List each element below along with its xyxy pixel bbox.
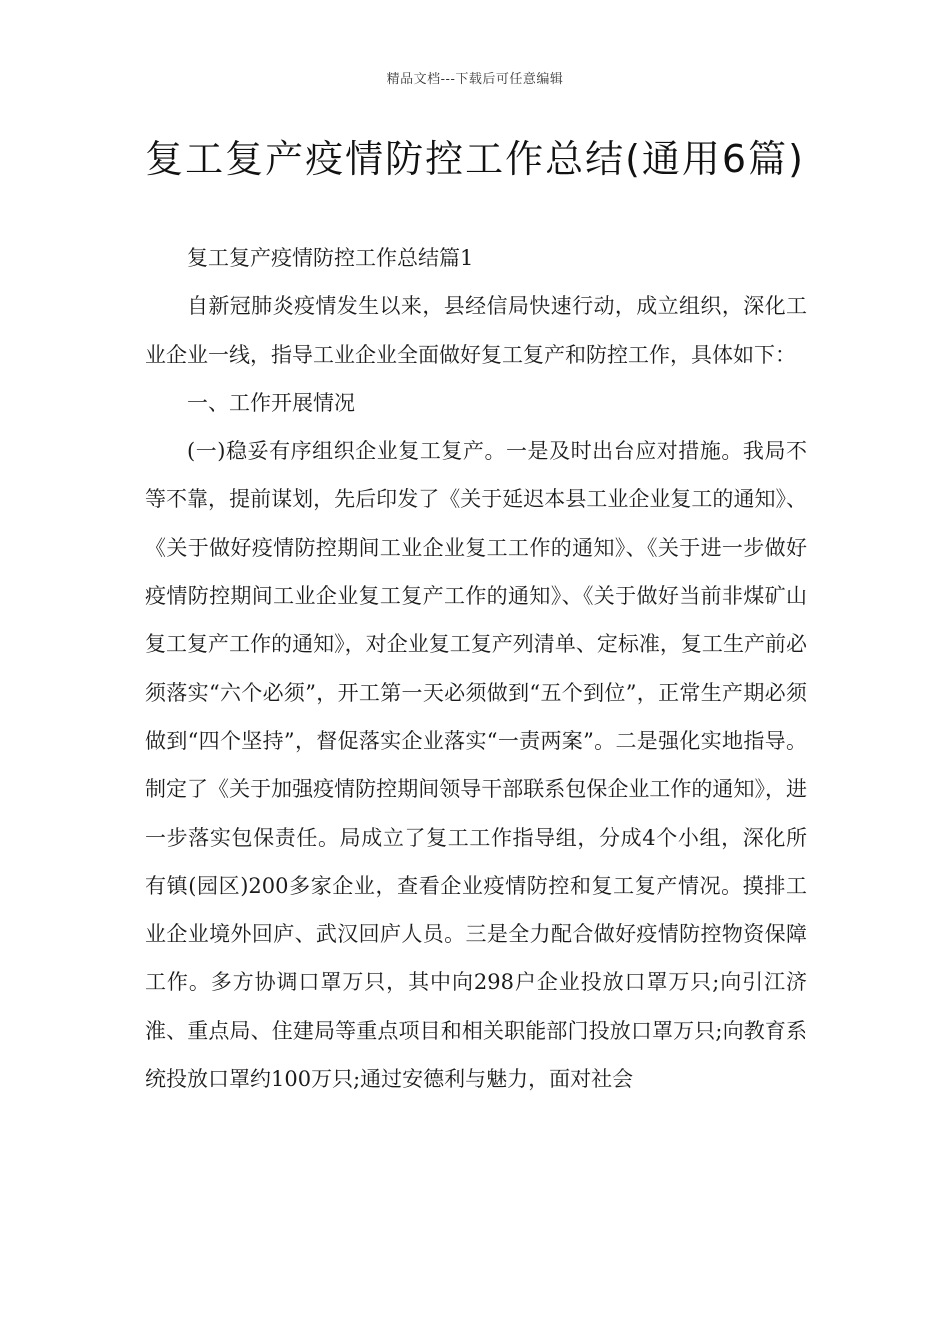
document-body bbox=[145, 234, 807, 1103]
paragraph: 自新冠肺炎疫情发生以来，县经信局快速行动，成立组织，深化工业企业一线，指导工业企业全面做好复工复产和防控工作，具体如下： bbox=[145, 294, 807, 367]
paragraph: 一、工作开展情况 bbox=[187, 390, 355, 415]
section-heading: 复工复产疫情防控工作总结篇1 bbox=[187, 246, 474, 270]
document-title: 复工复产疫情防控工作总结(通用6篇) bbox=[145, 137, 805, 181]
header-note: 精品文档---下载后可任意编辑 bbox=[386, 72, 564, 87]
paragraph: (一)稳妥有序组织企业复工复产。一是及时出台应对措施。我局不等不靠，提前谋划，先后印发了《关于延迟本县工业企业复工的通知》、《关于做好疫情防控期间工业企业复工工作的通知》、《关于进一步做好疫情防控期间工业企业复工复产工作的通知》、《关于做好当前非煤矿山复工复产工作的通知》，对企业复工复产列清单、定标准，复工生产前必须落实“六个必须”，开工第一天必须做到“五个到位”，正常生产期必须做到“四个坚持”，督促落实企业落实“一责两案”。二是强化实地指导。制定了《关于加强疫情防控期间领导干部联系包保企业工作的通知》，进一步落实包保责任。局成立了复工工作指导组，分成4个小组，深化所有镇(园区)200多家企业，查看企业疫情防控和复工复产情况。摸排工业企业境外回庐、武汉回庐人员。三是全力配合做好疫情防控物资保障工作。多方协调口罩万只，其中向298户企业投放口罩万只;向引江济淮、重点局、住建局等重点项目和相关职能部门投放口罩万只;向教育系统投放口罩约100万只;通过安德利与魅力，面对社会 bbox=[145, 439, 807, 1092]
